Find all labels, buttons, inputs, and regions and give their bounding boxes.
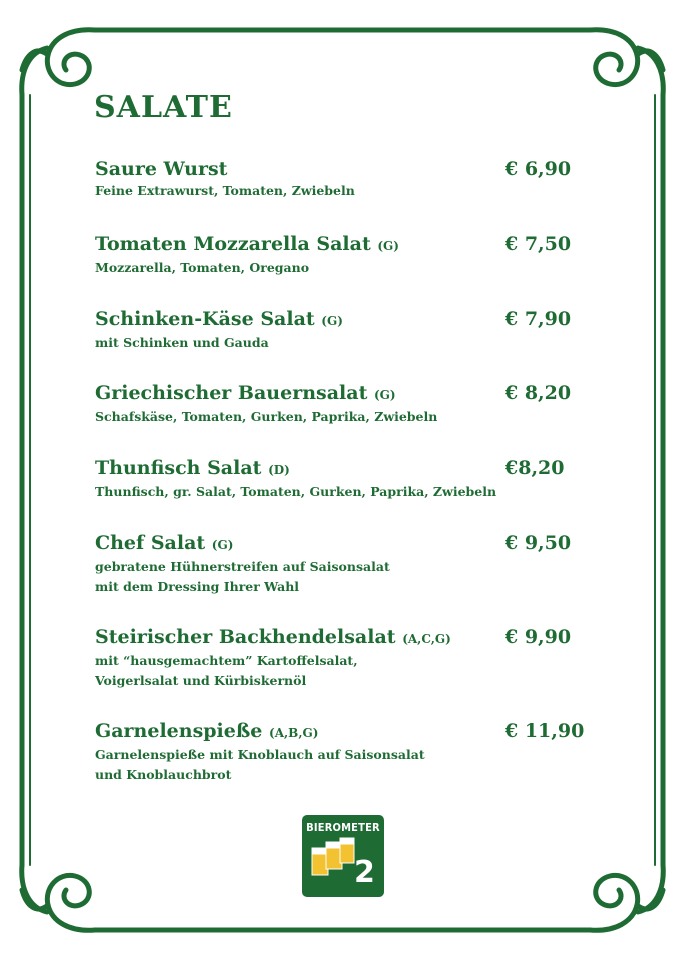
menu-item-title: Thunfisch Salat (95, 457, 262, 479)
menu-item-allergens: (A,B,G) (269, 726, 319, 740)
menu-item-title: Saure Wurst (95, 158, 228, 180)
menu-item-price: € 6,90 (505, 158, 572, 180)
menu-item-price: € 7,90 (505, 308, 572, 330)
menu-item-title: Schinken-Käse Salat (95, 308, 315, 330)
menu-item-allergens: (A,C,G) (402, 632, 451, 646)
menu-item-description: gebratene Hühnerstreifen auf Saisonsalat (95, 559, 390, 574)
menu-item-allergens: (D) (268, 463, 290, 477)
menu-item-allergens: (G) (321, 314, 343, 328)
logo-brand-text: BIEROMETER (306, 821, 380, 834)
menu-item-title: Steirischer Backhendelsalat (95, 626, 396, 648)
menu-item-price: € 9,90 (505, 626, 572, 648)
menu-item-price: € 7,50 (505, 233, 572, 255)
logo-number: 2 (354, 855, 375, 890)
menu-item-price: € 9,50 (505, 532, 572, 554)
menu-item-description: Mozzarella, Tomaten, Oregano (95, 260, 310, 275)
menu-item-allergens: (G) (211, 538, 234, 552)
menu-item-description: Voigerlsalat und Kürbiskernöl (95, 673, 307, 688)
menu-item-description: und Knoblauchbrot (95, 767, 232, 782)
menu-item-price: €8,20 (505, 457, 565, 479)
menu-item-title: Tomaten Mozzarella Salat (95, 233, 371, 255)
menu-item-price: € 11,90 (505, 720, 585, 742)
menu-item-description: Schafskäse, Tomaten, Gurken, Paprika, Zwiebeln (95, 409, 438, 424)
menu-item-price: € 8,20 (505, 382, 572, 404)
menu-item-title: Chef Salat (95, 532, 206, 554)
menu-item-allergens: (G) (373, 388, 396, 402)
menu-item-description: mit “hausgemachtem” Kartoffelsalat, (95, 653, 358, 668)
menu-item-description: Feine Extrawurst, Tomaten, Zwiebeln (95, 183, 355, 198)
menu-item-description: mit Schinken und Gauda (95, 335, 269, 350)
menu-item-description: Garnelenspieße mit Knoblauch auf Saisonsalat (95, 747, 425, 762)
page-title: SALATE (94, 90, 233, 125)
menu-item-description: Thunfisch, gr. Salat, Tomaten, Gurken, Paprika, Zwiebeln (95, 484, 497, 499)
menu-item-title: Garnelenspieße (95, 720, 263, 742)
menu-item-allergens: (G) (377, 239, 399, 253)
menu-item-title: Griechischer Bauernsalat (95, 382, 368, 404)
menu-item-description: mit dem Dressing Ihrer Wahl (95, 579, 300, 594)
bierometer-logo (302, 815, 384, 897)
